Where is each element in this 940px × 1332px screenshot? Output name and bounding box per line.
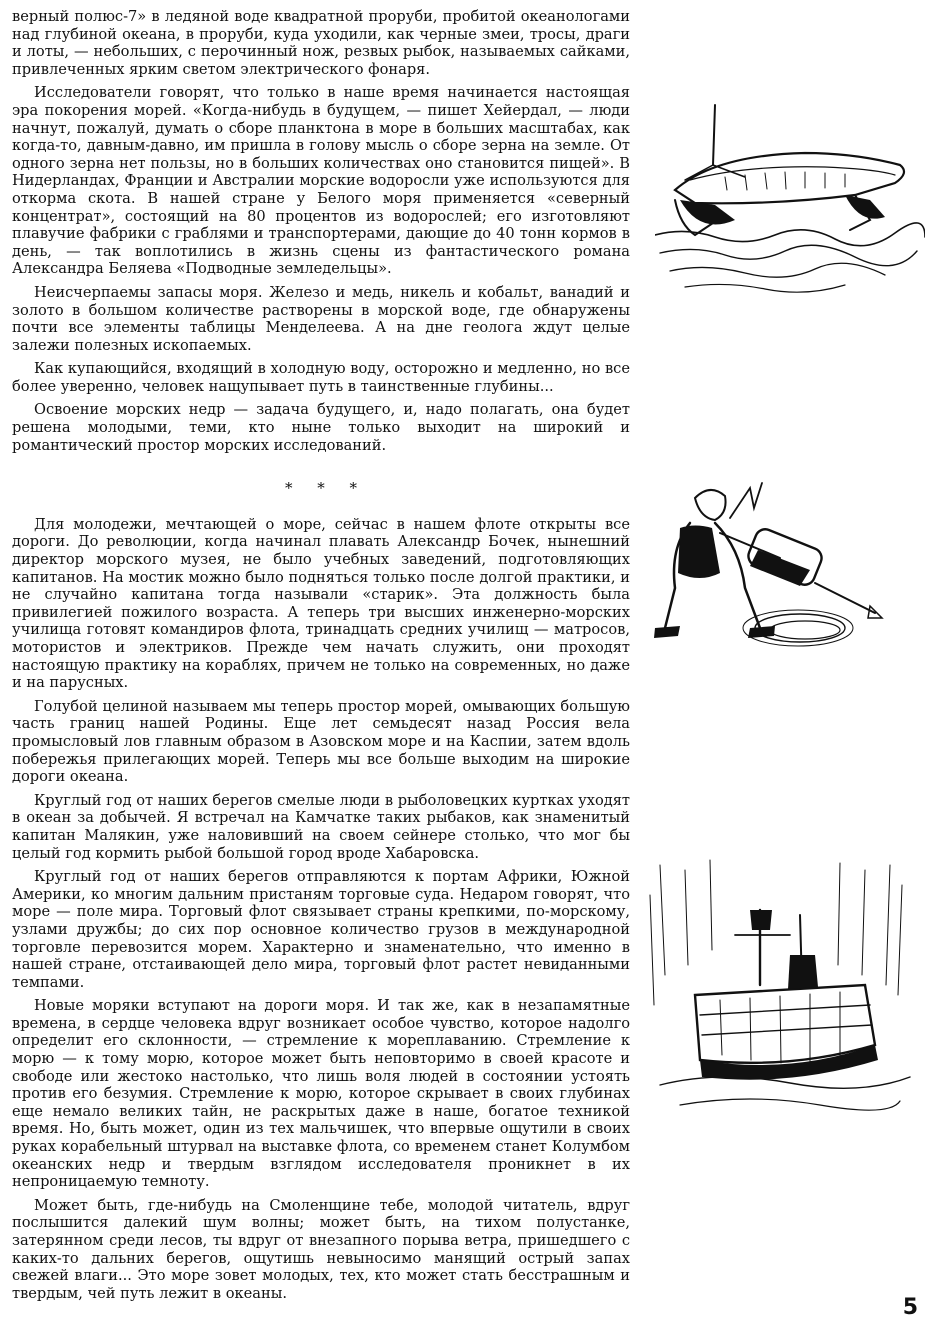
hydrofoil-illustration	[655, 95, 925, 295]
paragraph: Новые моряки вступают на дороги моря. И так же, как в незапамятные времена, в сердце человека вдруг возникает особое чувство, которое надолго определит его склонности, — стремление к мореплаванию. Стремление к морю — к тому морю, которое может быть неповторимо в своей красоте и свободе или жестоко настолько, что лишь воля людей в состоянии устоять против его безумия. Стремление к морю, которое скрывает в своих глубинах еще немало великих тайн, не раскрытых даже в наше, богатое техникой время. Но, быть может, один из тех мальчишек, что впервые ощутили в своих руках корабельный штурвал на выставке флота, со временем станет Колумбом океанских недр и твердым взглядом исследователя проникнет в их непроницаемую темноту.	[12, 997, 630, 1191]
paragraph: Для молодежи, мечтающей о море, сейчас в нашем флоте открыты все дороги. До революции, когда начинал плавать Александр Бочек, нынешний директор морского музея, не было учебных заведений, подготовляющих капитанов. На мостик можно было подняться только после долгой практики, и не случайно капитана тогда называли «старик». Эта должность была привилегией пожилого возраста. А теперь три высших инженерно-морских училища готовят командиров флота, тринадцать средних училищ — матросов, мотористов и электриков. Прежде чем начать служить, они проходят настоящую практику на кораблях, причем не только на современных, но даже и на парусных.	[12, 515, 630, 692]
page-number: 5	[902, 1295, 918, 1320]
paragraph: Круглый год от наших берегов отправляются к портам Африки, Южной Америки, ко многим дальним пристаням торговые суда. Недаром говорят, что море — поле мира. Торговый флот связывает страны крепкими, по-морскому, узлами дружбы; до сих пор основное количество грузов в международной торговле перевозится морем. Характерно и знаменательно, что именно в нашей стране, отстаивающей дело мира, торговый флот растет невиданными темпами.	[12, 868, 630, 991]
diver-illustration	[650, 478, 895, 653]
article-column	[12, 8, 630, 1308]
paragraph: Голубой целиной называем мы теперь простор морей, омывающих большую часть границ нашей Родины. Еще лет семьдесят назад Россия вела промысловый лов главным образом в Азовском море и на Каспии, затем вдоль побережья прилегающих морей. Теперь мы все больше выходим на широкие дороги океана.	[12, 697, 630, 786]
section-separator: * * *	[284, 479, 368, 498]
paragraph: Может быть, где-нибудь на Смоленщине тебе, молодой читатель, вдруг послышится далекий шум волны; может быть, на тихом полустанке, затерянном среди лесов, ты вдруг от внезапного порыва ветра, пришедшего с каких-то дальних берегов, ощутишь невыносимо манящий острый запах свежей влаги... Это море зовет молодых, тех, кто может стать бесстрашным и твердым, чей путь лежит в океаны.	[12, 1196, 630, 1302]
paragraph: Как купающийся, входящий в холодную воду, осторожно и медленно, но все более уверенно, человек нащупывает путь в таинственные глубины...	[12, 360, 630, 395]
paragraph: Освоение морских недр — задача будущего, и, надо полагать, она будет решена молодыми, теми, кто ныне только выходит на широкий и романтический простор морских исследований.	[12, 401, 630, 454]
paragraph: Исследователи говорят, что только в наше время начинается настоящая эра покорения морей. «Когда-нибудь в будущем, — пишет Хейердал, — люди начнут, пожалуй, думать о сборе планктона в море в больших масштабах, как когда-то, давным-давно, им пришла в голову мысль о сборе зерна на земле. От одного зерна нет пользы, но в больших количествах оно становится пищей». В Нидерландах, Франции и Австралии морские водоросли уже используются для откорма скота. В нашей стране у Белого моря применяется «северный концентрат», состоящий на 80 процентов из водорослей; его изготовляют плавучие фабрики с граблями и транспортерами, дающие до 40 тонн кормов в день, — так воплотились в жизнь сцены из фантастического романа Александра Беляева «Подводные земледельцы».	[12, 84, 630, 278]
paragraph: Круглый год от наших берегов смелые люди в рыболовецких куртках уходят в океан за добычей. Я встречал на Камчатке таких рыбаков, как знаменитый капитан Малякин, уже наловивший на своем сейнере столько, что мог бы целый год кормить рыбой большой город вроде Хабаровска.	[12, 791, 630, 862]
paragraph: верный полюс-7» в ледяной воде квадратной проруби, пробитой океанологами над глубиной океана, в проруби, куда уходили, как черные змеи, тросы, драги и лоты, — небольших, с перочинный нож, резвых рыбок, называемых сайками, привлеченных ярким светом электрического фонаря.	[12, 8, 630, 78]
paragraph: Неисчерпаемы запасы моря. Железо и медь, никель и кобальт, ванадий и золото в большом количестве растворены в морской воде, где обнаружены почти все элементы таблицы Менделеева. А на дне геолога ждут целые залежи полезных ископаемых.	[12, 283, 630, 354]
icebreaker-illustration	[640, 855, 915, 1120]
